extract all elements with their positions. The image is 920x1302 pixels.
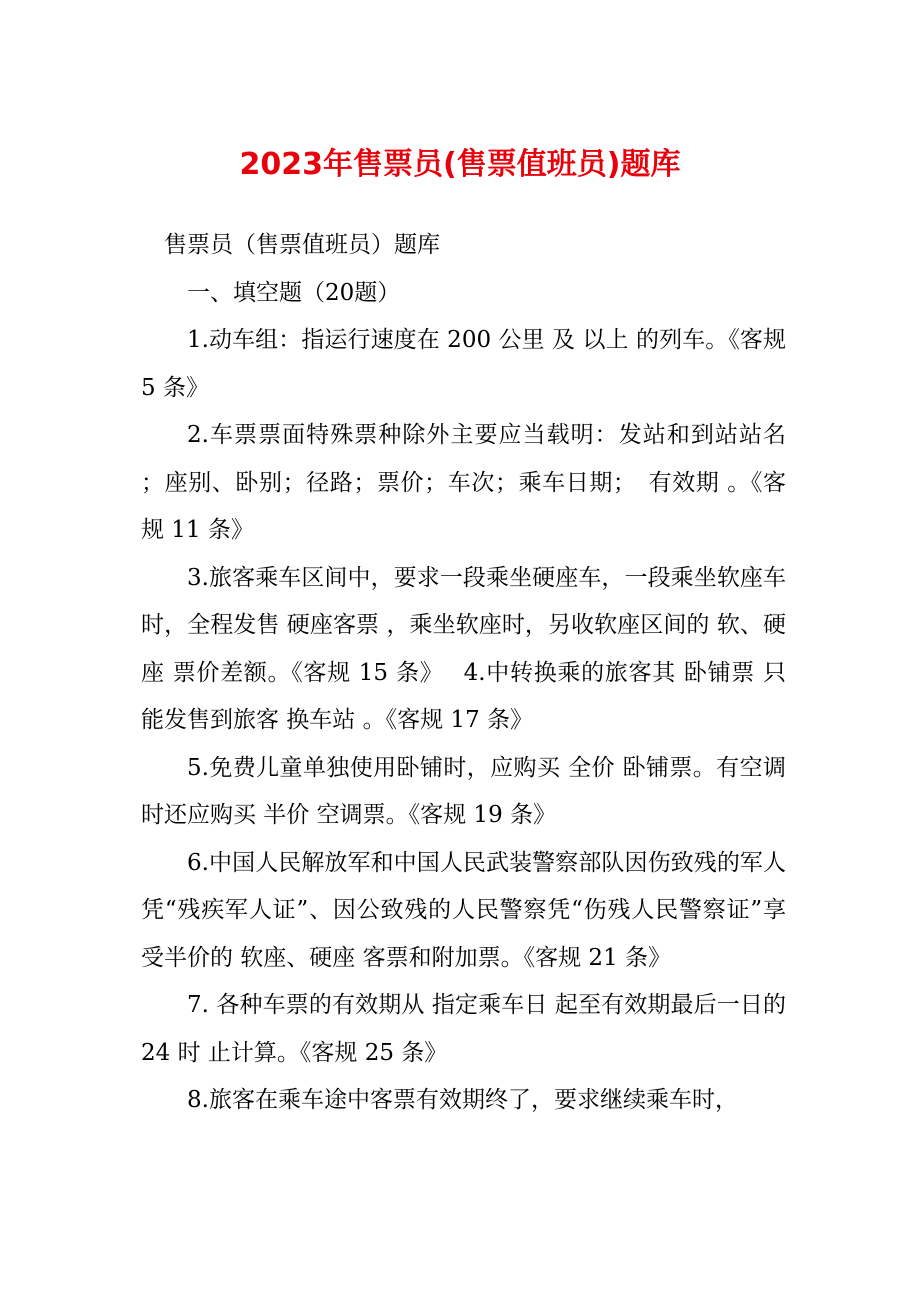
section-heading: 一、填空题（20题） — [187, 279, 401, 306]
question-item-7: 7. 各种车票的有效期从 指定乘车日 起至有效期最后一日的 24 时 止计算。《客规 25 条》 — [141, 992, 786, 1066]
question-item-5: 5.免费儿童单独使用卧铺时，应购买 全价 卧铺票。有空调时还应购买 半价 空调票。《客规 19 条》 — [141, 754, 786, 828]
question-item-8: 8.旅客在乘车途中客票有效期终了，要求继续乘车时， — [187, 1087, 738, 1113]
question-item-1: 1.动车组：指运行速度在 200 公里 及 以上 的列车。《客规 5 条》 — [141, 327, 786, 401]
document-body — [141, 222, 786, 1125]
question-item-2: 2.车票票面特殊票种除外主要应当载明：发站和到站站名 ；座别、卧别；径路；票价；车次；乘车日期； 有效期 。《客规 11 条》 — [141, 422, 786, 543]
document-title: 2023年售票员(售票值班员)题库 — [239, 147, 681, 182]
question-item-3-4: 3.旅客乘车区间中，要求一段乘坐硬座车，一段乘坐软座车时，全程发售 硬座客票 ，乘坐软座时，另收软座区间的 软、硬座 票价差额。《客规 15 条》 4.中转换乘的旅客其 卧铺票 只能发售到旅客 换车站 。《客规 17 条》 — [141, 564, 786, 733]
question-item-6: 6.中国人民解放军和中国人民武装警察部队因伤致残的军人凭“残疾军人证”、因公致残的人民警察凭“伤残人民警察证”享受半价的 软座、硬座 客票和附加票。《客规 21 条》 — [141, 849, 786, 971]
document-subtitle: 售票员（售票值班员）题库 — [164, 232, 440, 258]
